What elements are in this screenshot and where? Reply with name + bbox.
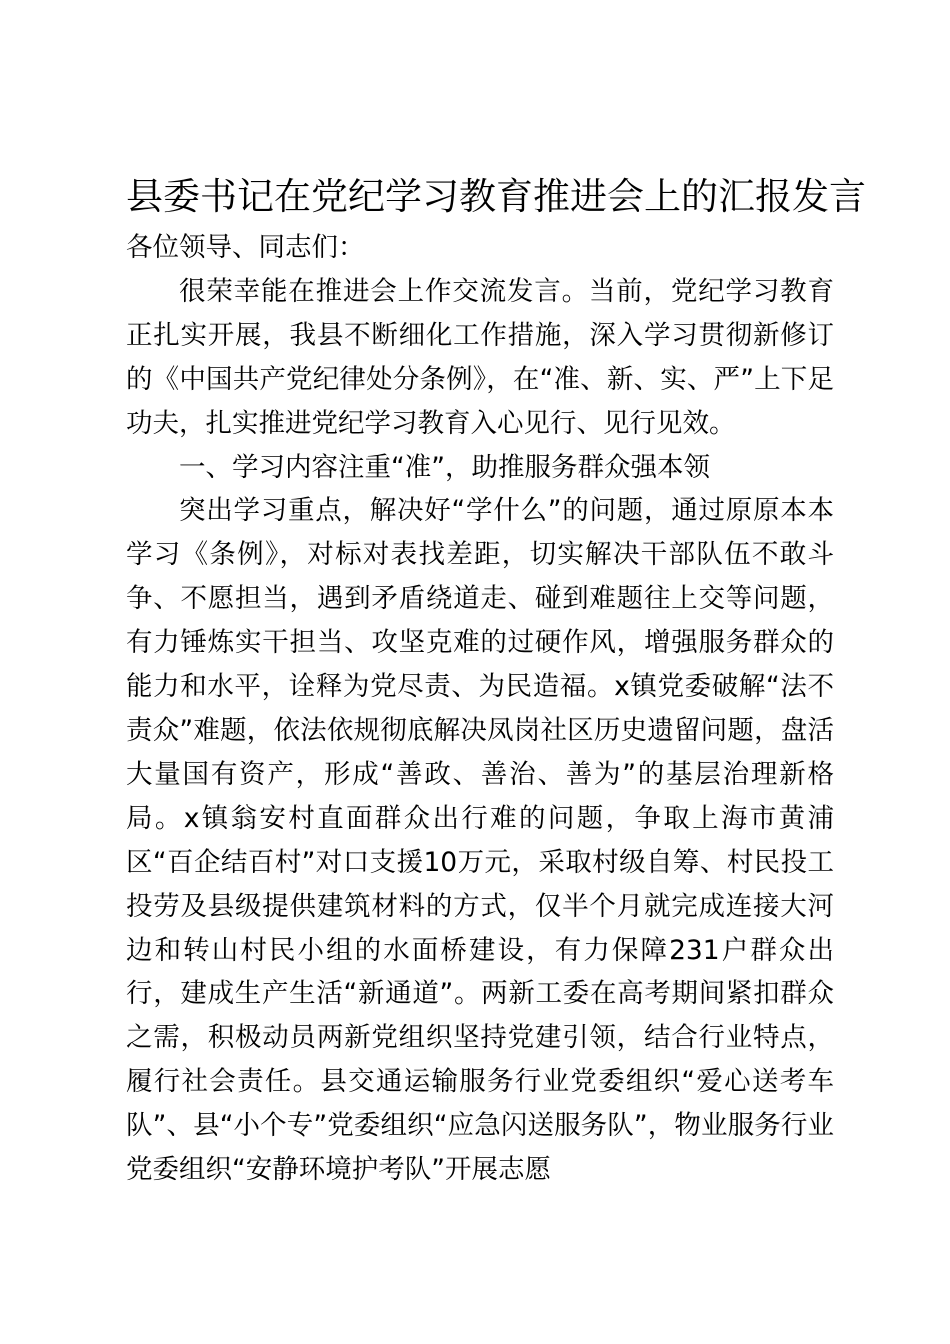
- salutation: 各位领导、同志们：: [126, 232, 365, 263]
- document-title: 县委书记在党纪学习教育推进会上的汇报发言: [126, 175, 866, 218]
- paragraph-intro: 很荣幸能在推进会上作交流发言。当前，党纪学习教育正扎实开展，我县不断细化工作措施，深入学习贯彻新修订的《中国共产党纪律处分条例》，在“准、新、实、严”上下足功夫，扎实推进党纪学习教育入心见行、见行见效。: [126, 275, 834, 439]
- paragraph-section-1-body: 突出学习重点，解决好“学什么”的问题，通过原原本本学习《条例》，对标对表找差距，切实解决干部队伍不敢斗争、不愿担当，遇到矛盾绕道走、碰到难题往上交等问题，有力锤炼实干担当、攻坚克难的过硬作风，增强服务群众的能力和水平，诠释为党尽责、为民造福。x镇党委破解“法不责众”难题，依法依规彻底解决凤岗社区历史遗留问题，盘活大量国有资产，形成“善政、善治、善为”的基层治理新格局。x镇翁安村直面群众出行难的问题，争取上海市黄浦区“百企结百村”对口支援10万元，采取村级自筹、村民投工投劳及县级提供建筑材料的方式，仅半个月就完成连接大河边和转山村民小组的水面桥建设，有力保障231户群众出行，建成生产生活“新通道”。两新工委在高考期间紧扣群众之需，积极动员两新党组织坚持党建引领，结合行业特点，履行社会责任。县交通运输服务行业党委组织“爱心送考车队”、县“小个专”党委组织“应急闪送服务队”，物业服务行业党委组织“安静环境护考队”开展志愿: [126, 495, 834, 1186]
- document-body: [126, 226, 834, 1192]
- section-heading-1: 一、学习内容注重“准”，助推服务群众强本领: [179, 451, 710, 483]
